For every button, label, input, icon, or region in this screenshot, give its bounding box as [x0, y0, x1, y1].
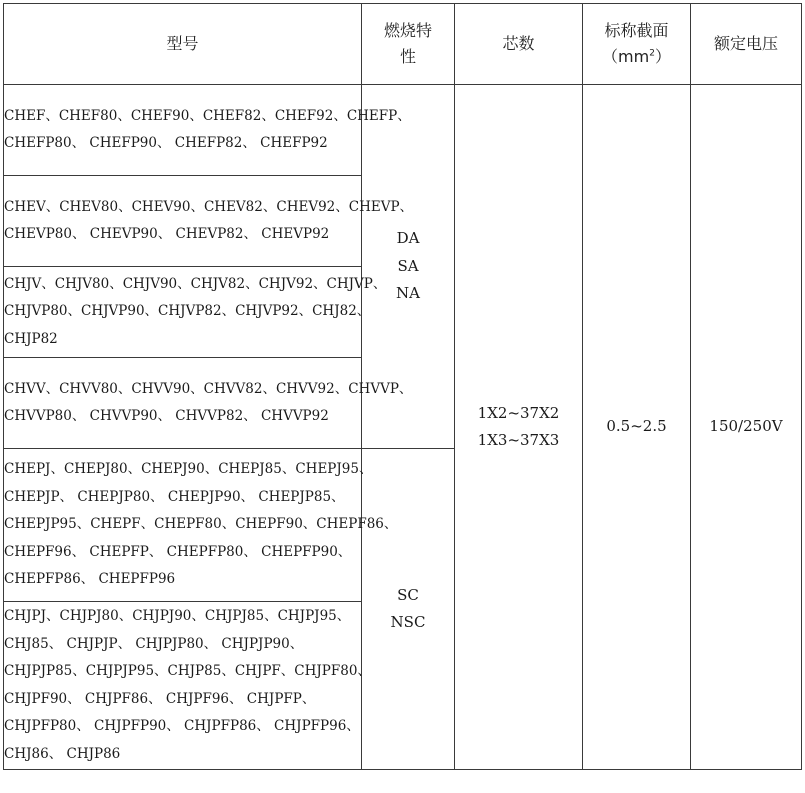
flame-characteristic-cell: SC NSC [362, 449, 455, 770]
header-rated-voltage [691, 4, 802, 85]
model-cell: CHEF、CHEF80、CHEF90、CHEF82、CHEF92、CHEFP、 CHEFP80、 CHEFP90、 CHEFP82、 CHEFP92 [4, 85, 362, 176]
header-flame-line1: 燃烧特 [383, 21, 432, 40]
cores-cell: 1X2~37X2 1X3~37X3 [455, 85, 583, 770]
header-section-unit: $(mm^2)$ [602, 47, 671, 66]
header-cores-label: 芯数 [502, 34, 535, 53]
header-model-label: 型号 [166, 34, 199, 53]
header-model [4, 4, 362, 85]
header-flame-characteristic [362, 4, 455, 85]
model-cell: CHEPJ、CHEPJ80、CHEPJ90、CHEPJ85、CHEPJ95、 CHEPJP、 CHEPJP80、 CHEPJP90、 CHEPJP85、 CHEPJP95、CHEPF、CHEPF80、CHEPF90、CHEPF86、 CHEPF96、 CHEPFP、 CHEPFP80、 CHEPFP90、 CHEPFP86、 CHEPFP96 [4, 449, 362, 602]
flame-characteristic-cell: DA SA NA [362, 85, 455, 449]
cable-spec-table [3, 3, 802, 770]
table-row [4, 85, 802, 176]
header-flame-line2: 性 [399, 47, 416, 66]
model-cell: CHEV、CHEV80、CHEV90、CHEV82、CHEV92、CHEVP、 CHEVP80、 CHEVP90、 CHEVP82、 CHEVP92 [4, 176, 362, 267]
model-cell: CHJPJ、CHJPJ80、CHJPJ90、CHJPJ85、CHJPJ95、 CHJ85、 CHJPJP、 CHJPJP80、 CHJPJP90、 CHJPJP85、CHJPJP95、CHJP85、CHJPF、CHJPF80、 CHJPF90、 CHJPF86、 CHJPF96、 CHJPFP、 CHJPFP80、 CHJPFP90、 CHJPFP86、 CHJPFP96、 CHJ86、 CHJP86 [4, 602, 362, 770]
header-voltage-label: 额定电压 [713, 34, 778, 53]
header-cores [455, 4, 583, 85]
header-section-line1: 标称截面 [604, 21, 669, 40]
header-row [4, 4, 802, 85]
header-nominal-section [583, 4, 691, 85]
model-cell: CHVV、CHVV80、CHVV90、CHVV82、CHVV92、CHVVP、 CHVVP80、 CHVVP90、 CHVVP82、 CHVVP92 [4, 358, 362, 449]
nominal-section-cell: 0.5~2.5 [583, 85, 691, 770]
model-cell: CHJV、CHJV80、CHJV90、CHJV82、CHJV92、CHJVP、 CHJVP80、CHJVP90、CHJVP82、CHJVP92、CHJ82、 CHJP82 [4, 267, 362, 358]
rated-voltage-cell: 150/250V [691, 85, 802, 770]
